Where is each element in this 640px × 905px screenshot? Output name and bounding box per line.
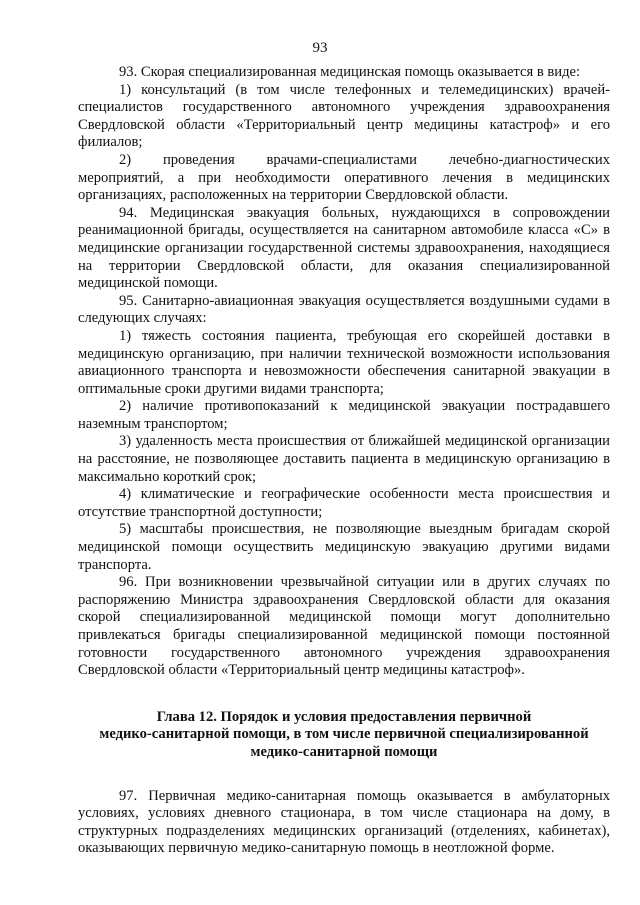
paragraph-96: 96. При возникновении чрезвычайной ситуации или в других случаях по распоряжению Министра здравоохранения Свердловской области для оказания скорой специализированной медицинской помощи могут дополнительно привлекаться бригады специализированной медицинской помощи постоянной готовности государственного автономного учреждения здравоохранения Свердловской области «Территориальный центр медицины катастроф». xyxy=(78,574,610,679)
paragraph-94: 94. Медицинская эвакуация больных, нуждающихся в сопровождении реанимационной бригады, осуществляется на санитарном автомобиле класса «С» в медицинские организации государственной системы здравоохранения, находящиеся на территории Свердловской области, для оказания специализированной медицинской помощи. xyxy=(78,204,610,292)
chapter-title-line: медико-санитарной помощи xyxy=(250,743,438,760)
page-number: 93 xyxy=(312,40,328,56)
paragraph-95-item-2: 2) наличие противопоказаний к медицинской эвакуации пострадавшего наземным транспортом; xyxy=(78,398,610,432)
paragraph-95-item-5: 5) масштабы происшествия, не позволяющие выездным бригадам скорой медицинской помощи осуществить медицинскую эвакуацию другими видами транспорта. xyxy=(78,521,610,573)
paragraph-97: 97. Первичная медико-санитарная помощь оказывается в амбулаторных условиях, условиях дневного стационара, в том числе стационара на дому, в структурных подразделениях медицинских организаций (отделениях, кабинетах), оказывающих первичную медико-санитарную помощь в неотложной форме. xyxy=(78,787,610,857)
chapter-title-line: Глава 12. Порядок и условия предоставления первичной xyxy=(156,708,532,725)
paragraph-93: 93. Скорая специализированная медицинская помощь оказывается в виде: xyxy=(119,64,581,80)
paragraph-95: 95. Санитарно-авиационная эвакуация осуществляется воздушными судами в следующих случаях: xyxy=(78,292,610,327)
paragraph-93-item-2: 2) проведения врачами-специалистами лечебно-диагностических мероприятий, а при необходимости оперативного лечения в медицинских организациях, расположенных на территории Свердловской области. xyxy=(78,151,610,204)
document-body xyxy=(78,64,610,858)
chapter-title xyxy=(78,709,610,762)
paragraph-95-item-3: 3) удаленность места происшествия от ближайшей медицинской организации на расстояние, не позволяющее доставить пациента в медицинскую организацию в максимально короткий срок; xyxy=(78,433,610,485)
chapter-title-line: медико-санитарной помощи, в том числе первичной специализированной xyxy=(99,726,589,743)
paragraph-95-item-4: 4) климатические и географические особенности места происшествия и отсутствие транспортной доступности; xyxy=(78,486,610,520)
paragraph-93-item-1: 1) консультаций (в том числе телефонных и телемедицинских) врачей-специалистов государственного автономного учреждения здравоохранения Свердловской области «Территориальный центр медицины катастроф» и его филиалов; xyxy=(78,81,610,151)
paragraph-95-item-1: 1) тяжесть состояния пациента, требующая его скорейшей доставки в медицинскую организацию, при наличии технической возможности использования авиационного транспорта и невозможности обеспечения санитарной эвакуации в оптимальные сроки другими видами транспорта; xyxy=(78,327,610,397)
